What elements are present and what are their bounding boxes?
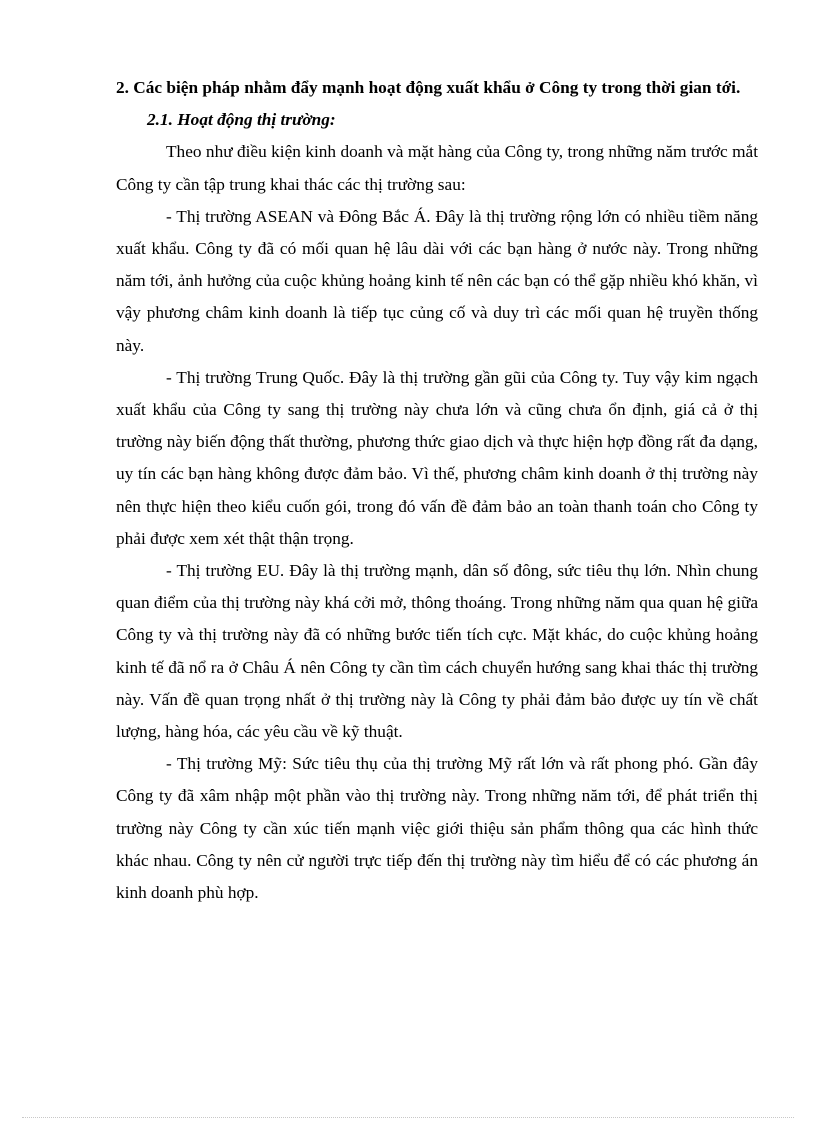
paragraph-asean-market: - Thị trường ASEAN và Đông Bắc Á. Đây là thị trường rộng lớn có nhiều tiềm năng xuất khẩu. Công ty đã có mối quan hệ lâu dài với các bạn hàng ở nước này. Trong những năm tới, ảnh hưởng của cuộc khủng hoảng kinh tế nên các bạn có thể gặp nhiều khó khăn, vì vậy phương châm kinh doanh là tiếp tục củng cố và duy trì các mối quan hệ truyền thống này.: [116, 206, 758, 355]
document-page: [116, 72, 758, 909]
section-heading: 2. Các biện pháp nhằm đẩy mạnh hoạt động xuất khẩu ở Công ty trong thời gian tới.: [116, 78, 741, 97]
paragraph-eu-market: - Thị trường EU. Đây là thị trường mạnh, dân số đông, sức tiêu thụ lớn. Nhìn chung quan điểm của thị trường này khá cởi mở, thông thoáng. Trong những năm qua quan hệ giữa Công ty và thị trường này đã có những bước tiến tích cực. Mặt khác, do cuộc khủng hoảng kinh tế đã nổ ra ở Châu Á nên Công ty cần tìm cách chuyển hướng sang khai thác thị trường này. Vấn đề quan trọng nhất ở thị trường này là Công ty phải đảm bảo được uy tín về chất lượng, hàng hóa, các yêu cầu về kỹ thuật.: [116, 561, 758, 742]
page-bottom-divider: [22, 1117, 794, 1118]
paragraph-china-market: - Thị trường Trung Quốc. Đây là thị trường gần gũi của Công ty. Tuy vậy kim ngạch xuất khẩu của Công ty sang thị trường này chưa lớn và cũng chưa ổn định, giá cả ở thị trường này biến động thất thường, phương thức giao dịch và thực hiện hợp đồng rất đa dạng, uy tín các bạn hàng không được đảm bảo. Vì thế, phương châm kinh doanh ở thị trường này nên thực hiện theo kiểu cuốn gói, trong đó vấn đề đảm bảo an toàn thanh toán cho Công ty phải được xem xét thật thận trọng.: [116, 367, 758, 548]
subsection-heading: 2.1. Hoạt động thị trường:: [147, 110, 336, 130]
intro-paragraph: Theo như điều kiện kinh doanh và mặt hàng của Công ty, trong những năm trước mắt Công ty cần tập trung khai thác các thị trường sau:: [116, 142, 758, 194]
paragraph-us-market: - Thị trường Mỹ: Sức tiêu thụ của thị trường Mỹ rất lớn và rất phong phó. Gần đây Công ty đã xâm nhập một phần vào thị trường này. Trong những năm tới, để phát triển thị trường này Công ty cần xúc tiến mạnh việc giới thiệu sản phẩm thông qua các hình thức khác nhau. Công ty nên cử người trực tiếp đến thị trường này tìm hiểu để có các phương án kinh doanh phù hợp.: [116, 754, 758, 903]
